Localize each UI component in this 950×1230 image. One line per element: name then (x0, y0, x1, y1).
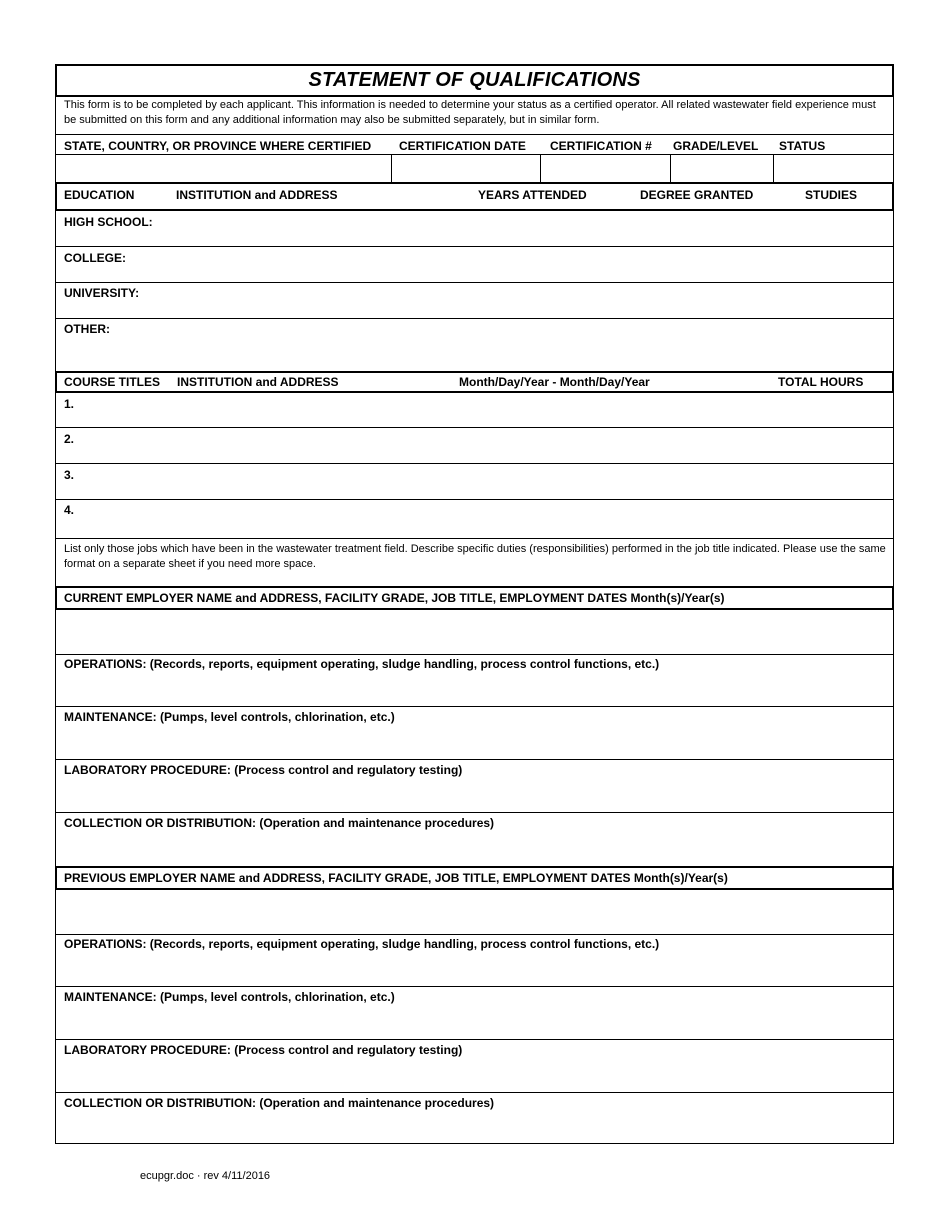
cert-grade-field[interactable] (671, 155, 773, 182)
courses-titles-header: COURSE TITLES (64, 375, 161, 389)
education-row-label: HIGH SCHOOL: (64, 215, 153, 229)
divider (56, 538, 893, 539)
previous-collection-label: COLLECTION OR DISTRIBUTION: (Operation and maintenance procedures) (64, 1096, 495, 1110)
education-header: EDUCATION (64, 188, 135, 202)
divider (56, 282, 893, 283)
divider (56, 986, 893, 987)
course-row-number: 1. (64, 397, 75, 411)
page-title: STATEMENT OF QUALIFICATIONS (308, 69, 641, 91)
divider (56, 318, 893, 319)
education-row-label: UNIVERSITY: (64, 286, 140, 300)
course-row-number: 4. (64, 503, 75, 517)
current-operations-label: OPERATIONS: (Records, reports, equipment operating, sludge handling, process control functions, etc.) (64, 657, 660, 671)
cert-state-field[interactable] (56, 155, 391, 182)
divider (56, 427, 893, 428)
courses-hours-header: TOTAL HOURS (778, 375, 864, 389)
current-maintenance-label: MAINTENANCE: (Pumps, level controls, chlorination, etc.) (64, 710, 395, 724)
jobs-instructions: List only those jobs which have been in the wastewater treatment field. Describe specific duties (responsibilities) performed in the job title indicated. Please use the same format on a separate sheet if you need more space. (64, 543, 886, 570)
cert-grade-header: GRADE/LEVEL (673, 139, 759, 153)
divider (56, 246, 893, 247)
education-row-label: OTHER: (64, 322, 110, 336)
current-employer-header: CURRENT EMPLOYER NAME and ADDRESS, FACILITY GRADE, JOB TITLE, EMPLOYMENT DATES Month(s)/Year(s) (64, 591, 725, 605)
course-row-number: 3. (64, 468, 75, 482)
divider (56, 134, 893, 135)
divider (56, 1039, 893, 1040)
divider (56, 1092, 893, 1093)
previous-employer-header: PREVIOUS EMPLOYER NAME and ADDRESS, FACILITY GRADE, JOB TITLE, EMPLOYMENT DATES Month(s)/Year(s) (64, 871, 728, 885)
education-studies-header: STUDIES (805, 188, 858, 202)
education-degree-header: DEGREE GRANTED (640, 188, 754, 202)
cert-status-field[interactable] (774, 155, 893, 182)
current-laboratory-label: LABORATORY PROCEDURE: (Process control and regulatory testing) (64, 763, 463, 777)
current-collection-label: COLLECTION OR DISTRIBUTION: (Operation and maintenance procedures) (64, 816, 495, 830)
course-row-number: 2. (64, 432, 75, 446)
cert-date-header: CERTIFICATION DATE (399, 139, 526, 153)
divider (56, 654, 893, 655)
education-row-label: COLLEGE: (64, 251, 126, 265)
previous-employer-field[interactable] (56, 891, 893, 933)
courses-dates-header: Month/Day/Year - Month/Day/Year (459, 375, 650, 389)
previous-laboratory-label: LABORATORY PROCEDURE: (Process control and regulatory testing) (64, 1043, 463, 1057)
cert-status-header: STATUS (779, 139, 826, 153)
divider (56, 463, 893, 464)
intro-text: This form is to be completed by each applicant. This information is needed to determine your status as a certified operator. All related wastewater field experience must be submitted on this form and any additional information may also be submitted separately, but in similar form. (64, 99, 876, 126)
cert-state-header: STATE, COUNTRY, OR PROVINCE WHERE CERTIFIED (64, 139, 372, 153)
cert-date-field[interactable] (392, 155, 540, 182)
cert-number-header: CERTIFICATION # (550, 139, 652, 153)
divider (56, 759, 893, 760)
previous-maintenance-label: MAINTENANCE: (Pumps, level controls, chlorination, etc.) (64, 990, 395, 1004)
previous-operations-label: OPERATIONS: (Records, reports, equipment operating, sludge handling, process control functions, etc.) (64, 937, 660, 951)
divider (56, 812, 893, 813)
current-employer-field[interactable] (56, 611, 893, 653)
divider (56, 934, 893, 935)
education-institution-header: INSTITUTION and ADDRESS (176, 188, 338, 202)
courses-institution-header: INSTITUTION and ADDRESS (177, 375, 339, 389)
divider (56, 499, 893, 500)
qualifications-form (55, 64, 894, 1144)
education-years-header: YEARS ATTENDED (478, 188, 587, 202)
cert-number-field[interactable] (541, 155, 670, 182)
document-footer: ecupgr.doc · rev 4/11/2016 (140, 1170, 271, 1182)
divider (56, 706, 893, 707)
